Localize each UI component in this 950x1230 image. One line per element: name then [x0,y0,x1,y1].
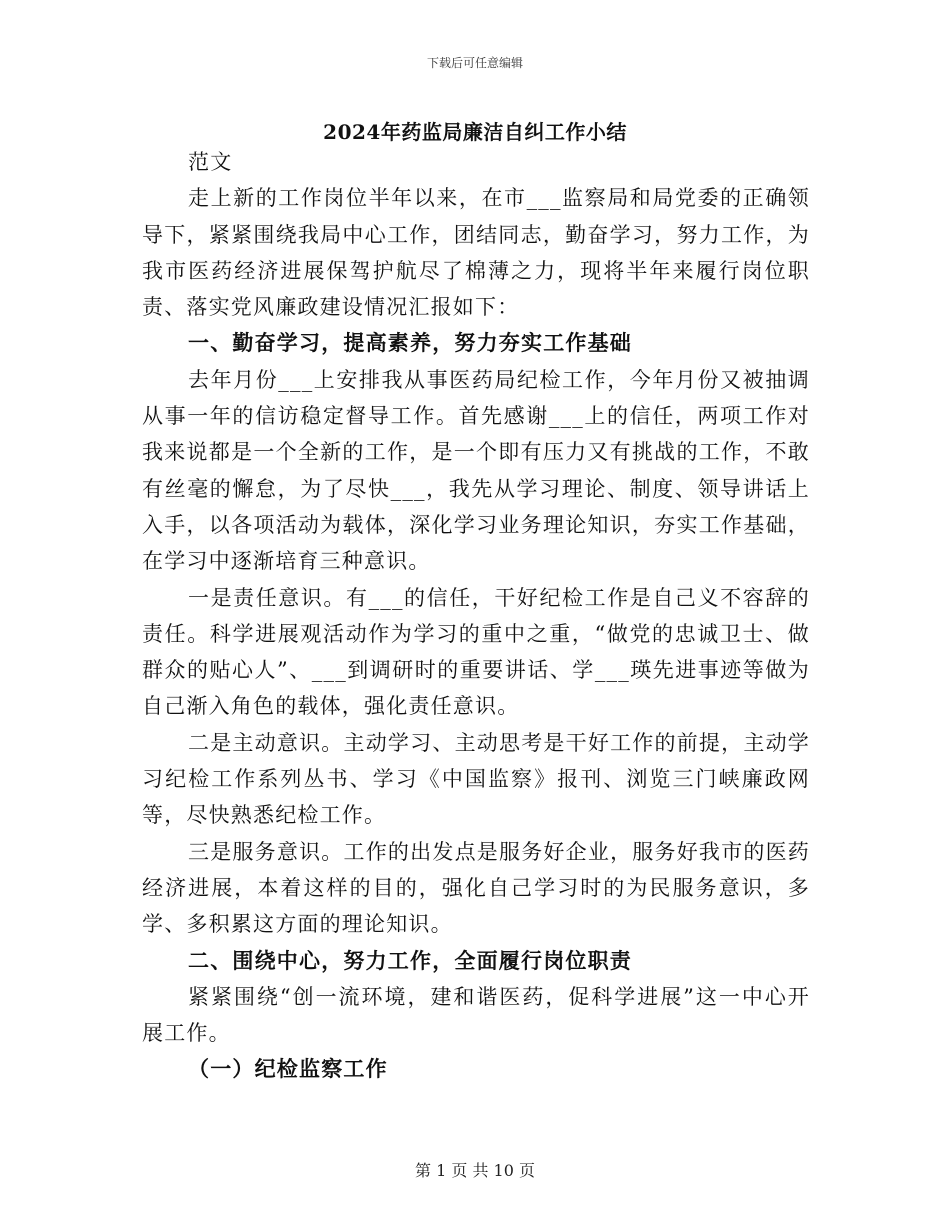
section-heading-2: 二、围绕中心，努力工作，全面履行岗位职责 [188,947,632,973]
page-footer: 第 1 页 共 10 页 [415,1161,535,1180]
paragraph-body: 二是主动意识。主动学习、主动思考是干好工作的前提，主动学习纪检工作系列丛书、学习《中国监察》报刊、浏览三门峡廉政网等，尽快熟悉纪检工作。 [142,730,810,828]
paragraph-intro: 走上新的工作岗位半年以来，在市___监察局和局党委的正确领导下，紧紧围绕我局中心工作，团结同志，勤奋学习，努力工作，为我市医药经济进展保驾护航尽了棉薄之力，现将半年来履行岗位职责、落实党风廉政建设情况汇报如下： [142,186,810,320]
document-body [142,144,810,1088]
paragraph-body: 去年月份___上安排我从事医药局纪检工作，今年月份又被抽调从事一年的信访稳定督导工作。首先感谢___上的信任，两项工作对我来说都是一个全新的工作，是一个即有压力又有挑战的工作，不敢有丝毫的懈怠，为了尽快___，我先从学习理论、制度、领导讲话上入手，以各项活动为载体，深化学习业务理论知识，夯实工作基础，在学习中逐渐培育三种意识。 [142,367,810,574]
paragraph-label: 范文 [188,150,233,174]
section-heading-1: 一、勤奋学习，提高素养，努力夯实工作基础 [188,330,632,356]
paragraph-body: 一是责任意识。有___的信任，干好纪检工作是自己义不容辞的责任。科学进展观活动作为学习的重中之重，“做党的忠诚卫士、做群众的贴心人”、___到调研时的重要讲话、学___瑛先进事迹等做为自己渐入角色的载体，强化责任意识。 [142,585,810,719]
subsection-heading: （一）纪检监察工作 [188,1056,388,1082]
header-note: 下载后可任意编辑 [426,56,523,70]
paragraph-body: 紧紧围绕“创一流环境，建和谐医药，促科学进展”这一中心开展工作。 [142,984,810,1046]
document-title: 2024年药监局廉洁自纠工作小结 [323,120,627,144]
paragraph-body: 三是服务意识。工作的出发点是服务好企业，服务好我市的医药经济进展，本着这样的目的，强化自己学习时的为民服务意识，多学、多积累这方面的理论知识。 [142,839,810,937]
